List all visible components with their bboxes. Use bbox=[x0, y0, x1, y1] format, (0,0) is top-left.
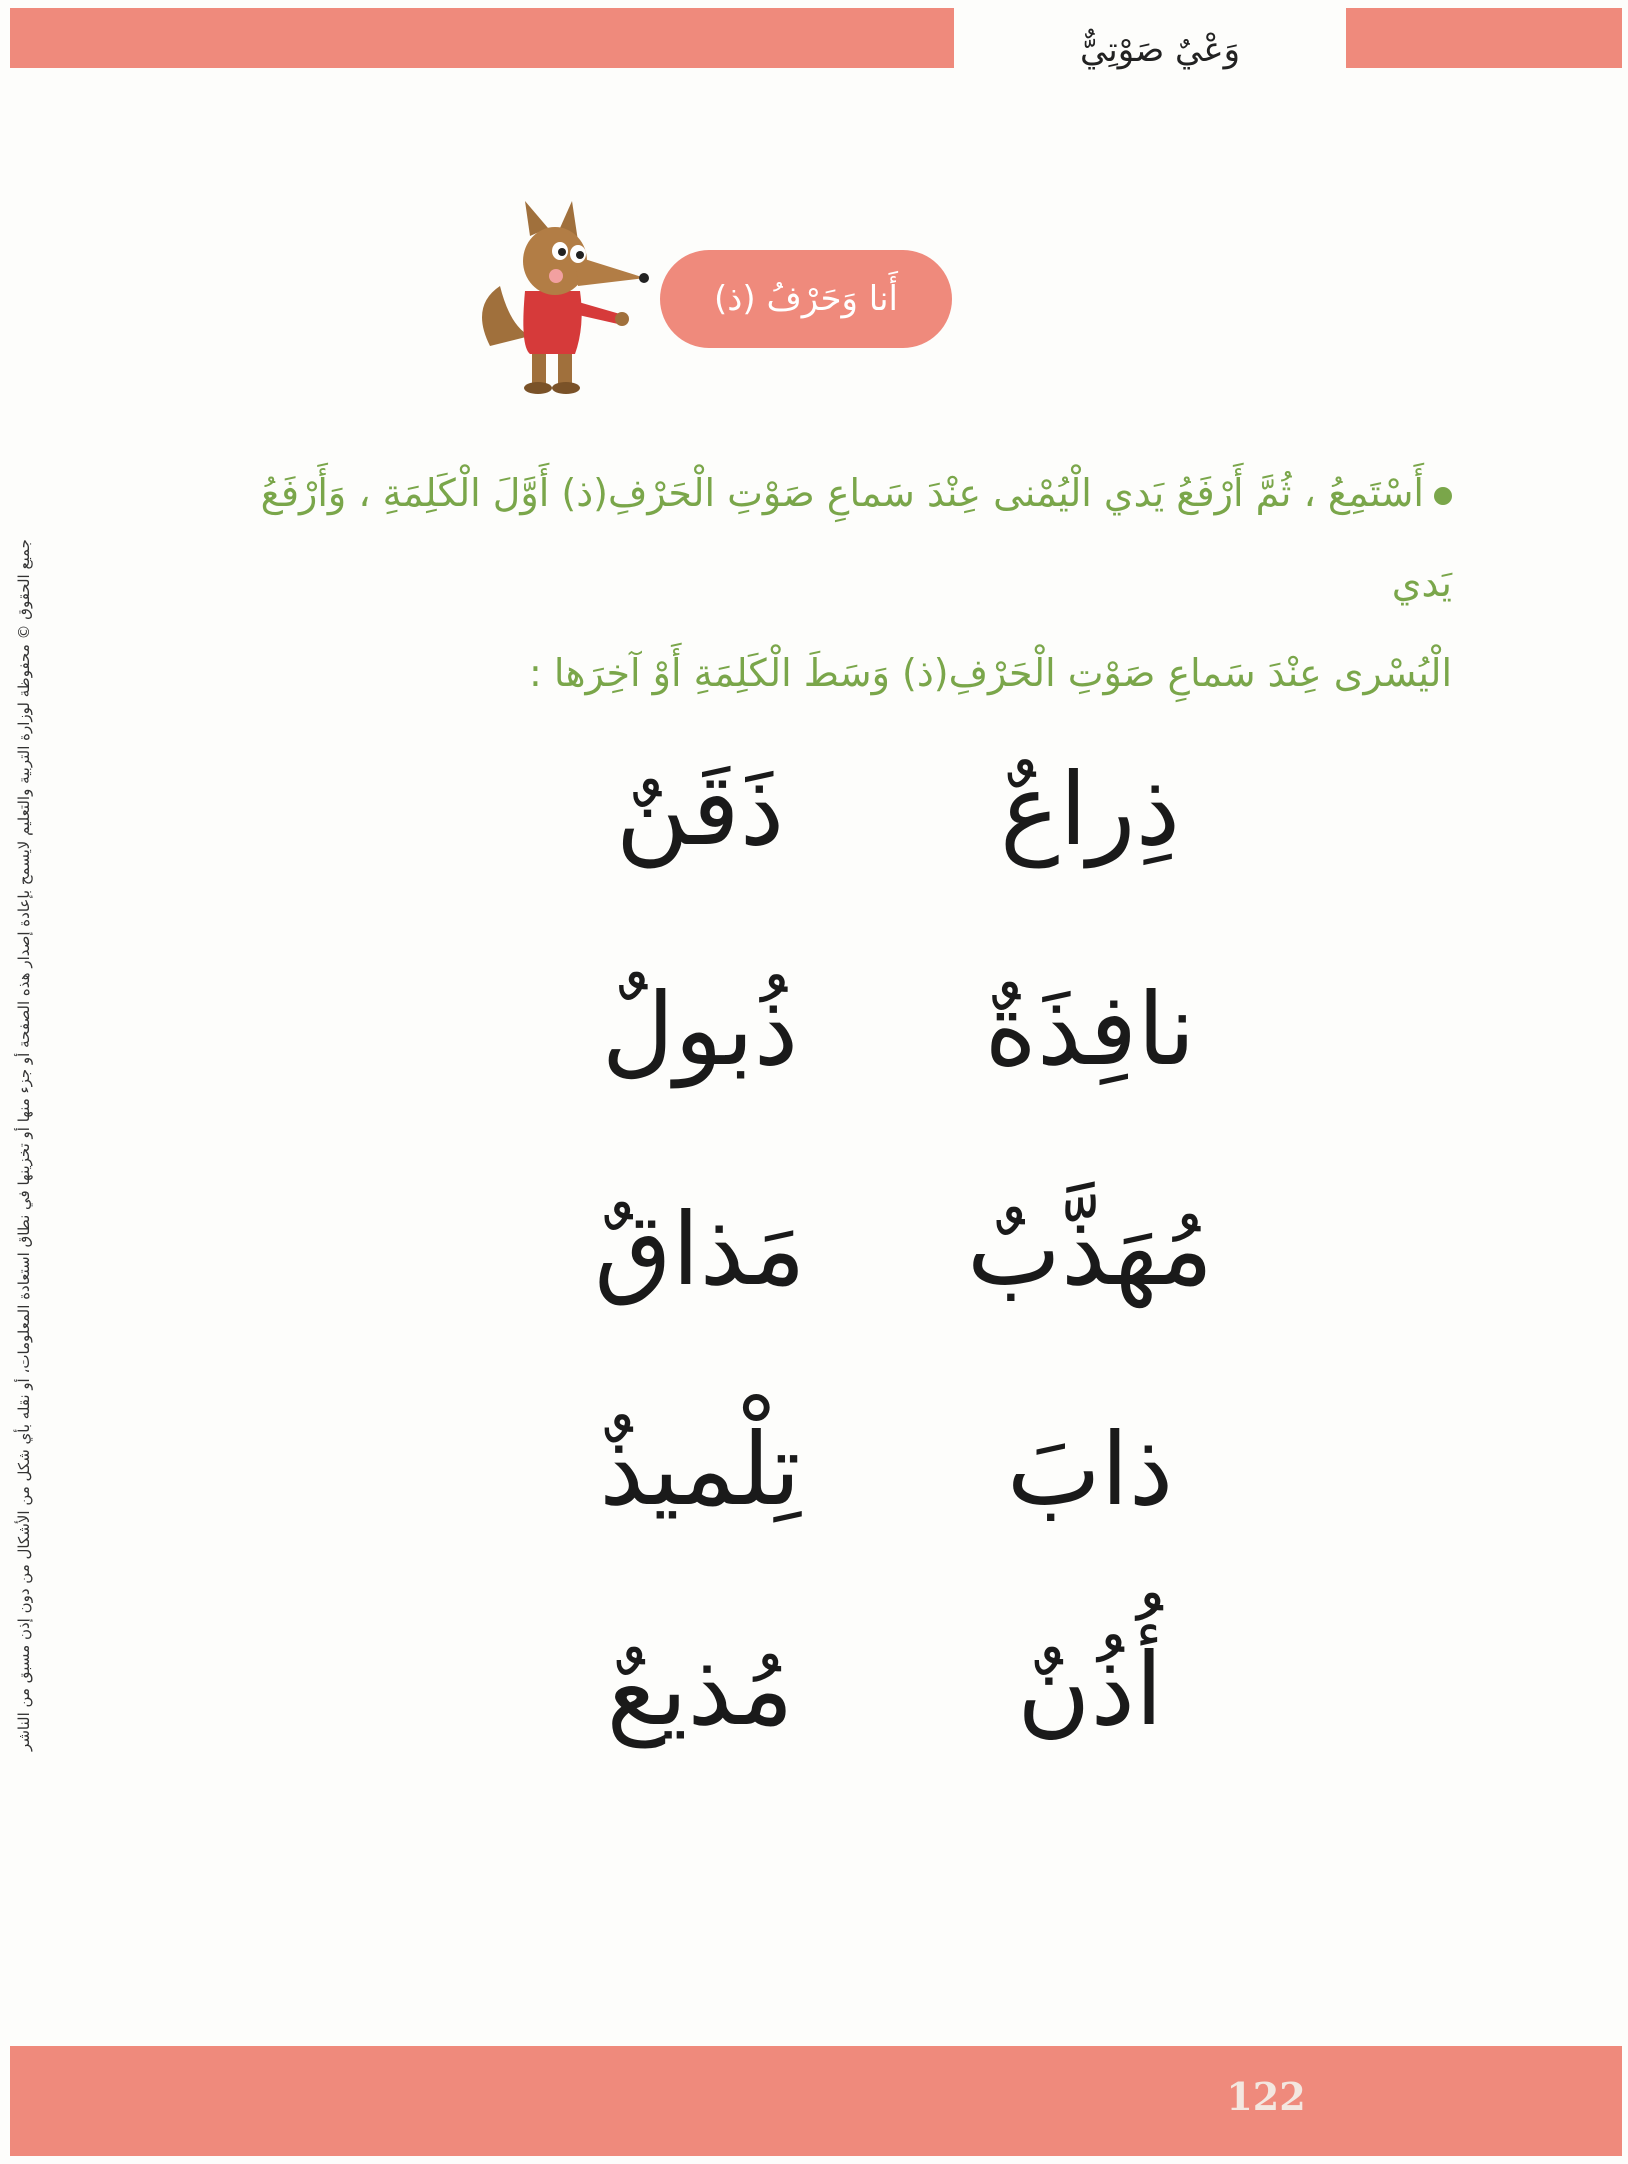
section-title: وَعْيٌ صَوْتِيٌّ bbox=[1079, 30, 1241, 70]
word-right-3: مُهَذَّبٌ bbox=[966, 1191, 1214, 1308]
word-right-2: نافِذَةٌ bbox=[984, 971, 1196, 1088]
word-right-5: أُذُنٌ bbox=[1017, 1631, 1163, 1748]
word-right-4: ذابَ bbox=[1006, 1411, 1174, 1528]
instruction-text bbox=[240, 448, 1452, 718]
word-left-2: ذُبولٌ bbox=[601, 971, 799, 1088]
bottom-band bbox=[10, 2046, 1622, 2156]
lesson-title: أَنا وَحَرْفُ (ذ) bbox=[714, 279, 898, 319]
top-band-left bbox=[10, 8, 954, 68]
word-right-1: ذِراعٌ bbox=[999, 751, 1181, 868]
bullet-dot-icon bbox=[1434, 487, 1452, 505]
word-left-4: تِلْميذٌ bbox=[599, 1411, 801, 1528]
word-left-3: مَذاقٌ bbox=[594, 1191, 806, 1308]
lesson-title-pill bbox=[660, 250, 952, 348]
word-left-1: ذَقَنٌ bbox=[615, 751, 785, 868]
copyright-side-note: جميع الحقوق © محفوظة لوزارة التربية والتعليم لايسمح بإعادة إصدار هذه الصفحة أو جزء منها أو تخزينها في نطاق استعادة المعلومات، أو نقله بأي شكل من الأشكال من دون إذن مسبق من الناشر bbox=[15, 539, 33, 1751]
page-number: 122 bbox=[1226, 2074, 1306, 2119]
top-band-right bbox=[1346, 8, 1622, 68]
instruction-line-2: الْيُسْرى عِنْدَ سَماعِ صَوْتِ الْحَرْفِ(ذ) وَسَطَ الْكَلِمَةِ أَوْ آخِرَها : bbox=[529, 651, 1452, 695]
fox-mascot-icon bbox=[470, 196, 660, 396]
word-left-5: مُذيعٌ bbox=[606, 1631, 794, 1748]
instruction-line-1: أَسْتَمِعُ ، ثُمَّ أَرْفَعُ يَدي الْيُمْنى عِنْدَ سَماعِ صَوْتِ الْحَرْفِ(ذ) أَوَّلَ الْكَلِمَةِ ، وَأَرْفَعُ يَدي bbox=[260, 471, 1452, 605]
